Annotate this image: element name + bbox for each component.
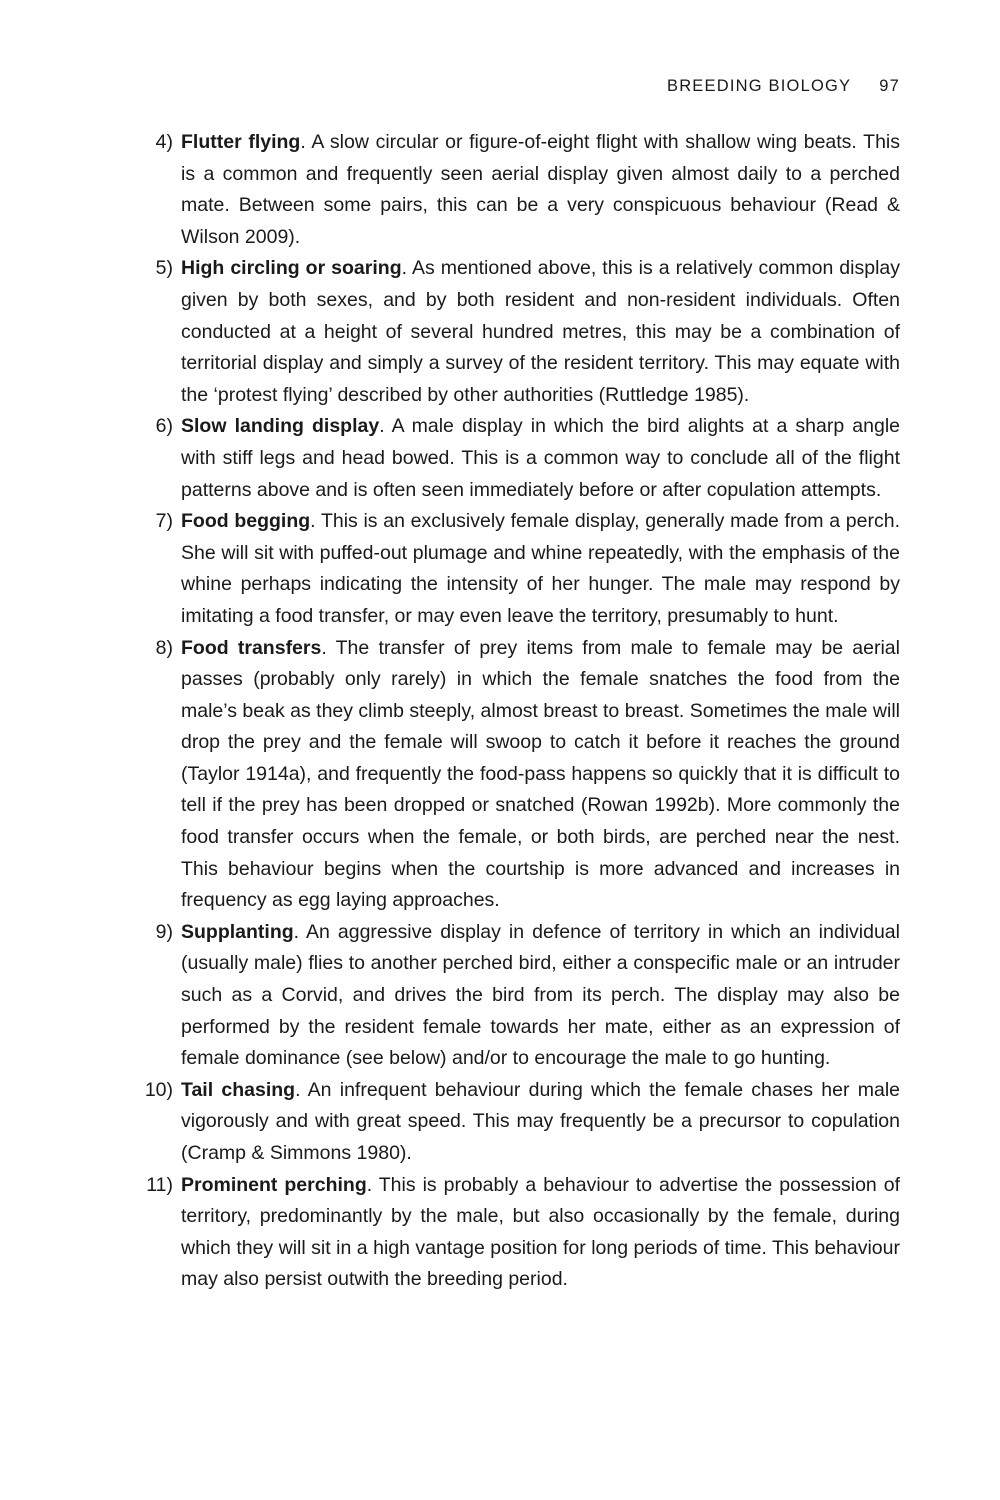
item-number: 8) <box>155 636 173 659</box>
item-text: . This is an exclusively female display, generally made from a perch. She will sit with puffed-out plumage and whine repeatedly, with the emphasis of the whine perhaps indicating the intensity of her hunger. The male may respond by imitating a food transfer, or may even leave the territory, presumably to hunt. <box>181 510 900 627</box>
item-text: . An aggressive display in defence of territory in which an individual (usually male) flies to another perched bird, either a conspecific male or an intruder such as a Corvid, and drives the bird from its perch. The display may also be performed by the resident female towards her mate, either as an expression of female dominance (see below) and/or to encourage the male to go hunting. <box>181 920 900 1070</box>
item-term: Food begging <box>181 510 311 533</box>
list-item <box>155 633 900 917</box>
item-term: Prominent perching <box>181 1173 367 1196</box>
page-number: 97 <box>879 77 900 95</box>
item-term: Flutter flying <box>181 131 301 153</box>
list-item <box>155 506 900 632</box>
running-head <box>667 77 900 96</box>
item-number: 4) <box>155 131 173 153</box>
item-number: 9) <box>155 920 173 943</box>
item-term: Food transfers <box>181 636 322 659</box>
display-behaviour-list <box>144 127 901 1296</box>
item-text: . A male display in which the bird alights at a sharp angle with stiff legs and head bowed. This is a common way to conclude all of the flight patterns above and is often seen immediately before or after copulation attempts. <box>181 415 901 501</box>
list-item <box>144 1075 900 1170</box>
list-item <box>155 411 901 506</box>
item-term: Slow landing display <box>181 415 380 438</box>
item-text: . As mentioned above, this is a relatively common display given by both sexes, and by both resident and non-resident individuals. Often conducted at a height of several hundred metres, this may be a combination of territorial display and simply a survey of the resident territory. This may equate with the ‘protest flying’ described by other authorities (Ruttledge 1985). <box>181 257 900 406</box>
item-term: High circling or soaring <box>181 257 402 280</box>
section-title: BREEDING BIOLOGY <box>666 77 852 95</box>
item-text: . A slow circular or figure-of-eight flight with shallow wing beats. This is a common and frequently seen aerial display given almost daily to a perched mate. Between some pairs, this can be a very conspicuous behaviour (Read & Wilson 2009). <box>181 131 901 248</box>
item-number: 5) <box>155 257 173 280</box>
list-item <box>155 917 900 1075</box>
item-text: . The transfer of prey items from male to female may be aerial passes (probably only rarely) in which the female snatches the food from the male’s beak as they climb steeply, almost breast to breast. Sometimes the male will drop the prey and the female will swoop to catch it before it reaches the ground (Taylor 1914a), and frequently the food-pass happens so quickly that it is difficult to tell if the prey has been dropped or snatched (Rowan 1992b). More commonly the food transfer occurs when the female, or both birds, are perched near the nest. This behaviour begins when the courtship is more advanced and increases in frequency as egg laying approaches. <box>181 636 900 912</box>
item-text: . This is probably a behaviour to advertise the possession of territory, predominantly by the male, but also occasionally by the female, during which they will sit in a high vantage position for long periods of time. This behaviour may also persist outwith the breeding period. <box>181 1173 900 1291</box>
item-term: Supplanting <box>181 920 294 943</box>
list-item <box>155 253 900 411</box>
item-text: . An infrequent behaviour during which the female chases her male vigorously and with great speed. This may frequently be a precursor to copulation (Cramp & Simmons 1980). <box>181 1078 900 1164</box>
item-number: 6) <box>155 415 173 438</box>
item-number: 10) <box>144 1078 173 1101</box>
item-number: 7) <box>155 510 173 533</box>
list-item <box>146 1170 900 1296</box>
item-term: Tail chasing <box>181 1078 296 1101</box>
list-item <box>155 127 901 253</box>
item-number: 11) <box>146 1173 173 1196</box>
